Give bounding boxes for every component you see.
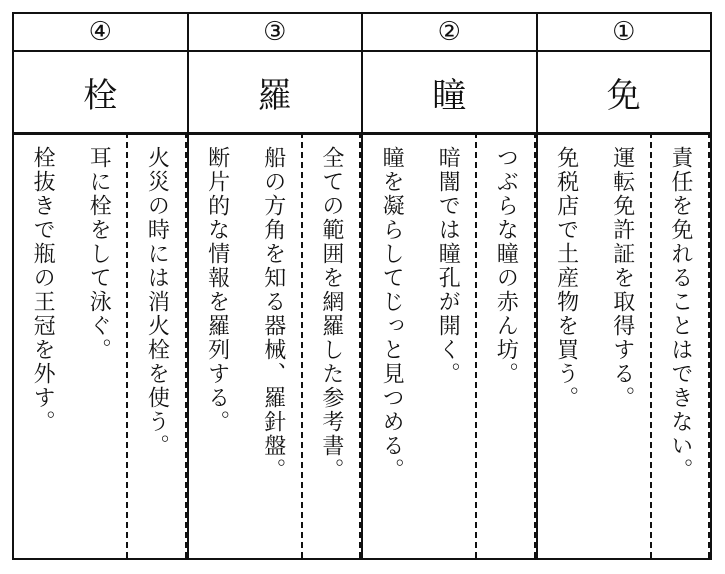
- sentence-cell: [419, 132, 477, 558]
- column-number: ②: [363, 14, 536, 52]
- sentence-cell: [188, 132, 244, 558]
- column-3: [189, 14, 364, 558]
- column-number: ①: [538, 14, 711, 52]
- worksheet: [12, 12, 712, 560]
- sentence-text: 船の方角を知る器械、羅針盤。: [260, 146, 286, 482]
- column-number: ④: [14, 14, 187, 52]
- sentence-cell: [594, 132, 652, 558]
- sentence-text: つぶらな瞳の赤ん坊。: [493, 146, 519, 386]
- column-2: [363, 14, 538, 558]
- sentence-text: 瞳を凝らしてじっと見つめる。: [379, 146, 405, 482]
- example-sentences: [538, 132, 711, 558]
- sentence-cell: [477, 132, 535, 558]
- column-1: [538, 14, 711, 558]
- sentence-cell: [14, 132, 70, 558]
- sentence-text: 免税店で土産物を買う。: [553, 146, 579, 410]
- sentence-text: 栓抜きで瓶の王冠を外す。: [30, 146, 56, 434]
- example-sentences: [363, 132, 536, 558]
- sentence-text: 断片的な情報を羅列する。: [204, 146, 230, 434]
- sentence-text: 責任を免れることはできない。: [667, 146, 693, 482]
- sentence-cell: [128, 132, 186, 558]
- sentence-cell: [245, 132, 303, 558]
- sentence-cell: [303, 132, 361, 558]
- column-kanji: 免: [538, 52, 711, 135]
- column-kanji: 瞳: [363, 52, 536, 135]
- column-kanji: 羅: [189, 52, 362, 135]
- example-sentences: [14, 132, 187, 558]
- column-4: [14, 14, 189, 558]
- example-sentences: [189, 132, 362, 558]
- sentence-cell: [652, 132, 710, 558]
- sentence-cell: [363, 132, 419, 558]
- sentence-text: 運転免許証を取得する。: [609, 146, 635, 410]
- sentence-text: 耳に栓をして泳ぐ。: [86, 146, 112, 362]
- column-kanji: 栓: [14, 52, 187, 135]
- column-number: ③: [189, 14, 362, 52]
- sentence-text: 暗闇では瞳孔が開く。: [435, 146, 461, 386]
- sentence-text: 火災の時には消火栓を使う。: [144, 146, 170, 458]
- sentence-cell: [537, 132, 593, 558]
- sentence-text: 全ての範囲を網羅した参考書。: [318, 146, 344, 482]
- sentence-cell: [70, 132, 128, 558]
- kanji-columns: [14, 14, 710, 558]
